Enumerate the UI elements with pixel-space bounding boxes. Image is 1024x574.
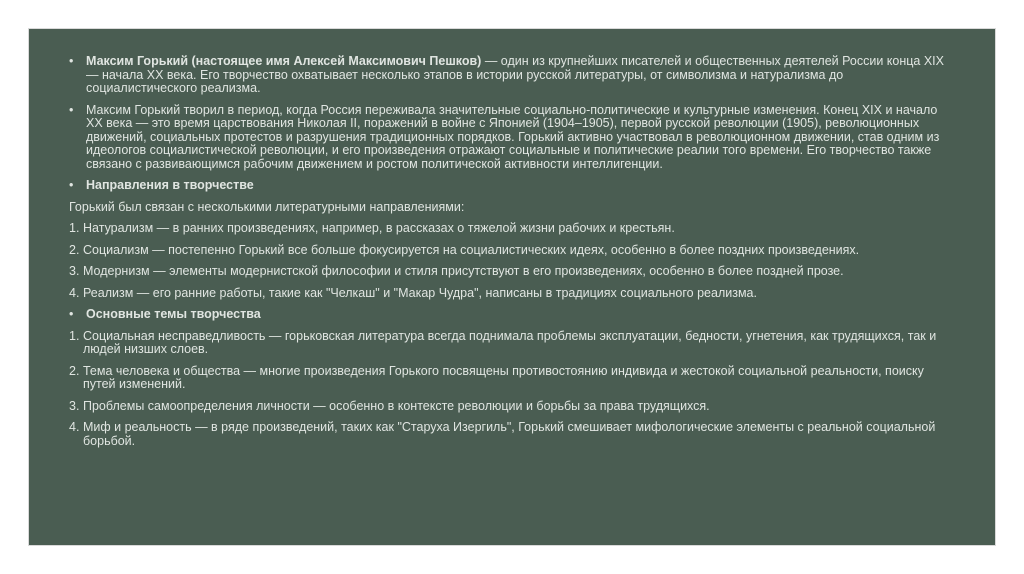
directions-intro: Горький был связан с несколькими литературными направлениями: (69, 199, 465, 214)
intro-bold: Максим Горький (настоящее имя Алексей Максимович Пешков) (86, 54, 482, 68)
theme-item: 2. Тема человека и общества — многие произведения Горького посвящены противостоянию индивида и жестокой социальной реальности, поиску путей изменений. (69, 363, 924, 391)
direction-item: 2. Социализм — постепенно Горький все больше фокусируется на социалистических идеях, особенно в более поздних произведениях. (69, 242, 860, 257)
intro-text: — один из крупнейших писателей и общественных деятелей России конца XIX — начала XX века. Его творчество охватывает несколько этапов в истории русской литературы, от символизма и натурализма до социалистического реализма. (86, 54, 944, 95)
direction-item: 4. Реализм — его ранние работы, такие как "Челкаш" и "Макар Чудра", написаны в традициях социального реализма. (69, 285, 757, 300)
theme-item: 1. Социальная несправедливость — горьковская литература всегда поднимала проблемы эксплуатации, бедности, угнетения, как трудящихся, так и людей низших слоев. (69, 328, 937, 356)
theme-item: 3. Проблемы самоопределения личности — особенно в контексте революции и борьбы за права трудящихся. (69, 398, 710, 413)
theme-item: 4. Миф и реальность — в ряде произведений, таких как "Старуха Изергиль", Горький смешивает мифологические элементы с реальной социальной борьбой. (69, 420, 936, 448)
themes-heading: • Основные темы творчества (66, 308, 946, 322)
slide-content (66, 55, 946, 456)
directions-heading: • Направления в творчестве (66, 179, 946, 193)
context-paragraph: • Максим Горький творил в период, когда Россия переживала значительные социально-политические и культурные изменения. Конец XIX и начало XX века — это время царствования Николая II, поражений в войне с Японией (1904–1905), первой русской революции (1905), революционных движений, социальных протестов и разрушения традиционных порядков. Горький активно участвовал в революционном движении, став одним из идеологов социалистической революции, и его произведения отражают социальные и политические реалии того времени. Его творчество также связано с развивающимся рабочим движением и ростом политической активности интеллигенции. (66, 104, 946, 172)
intro-paragraph (66, 55, 946, 96)
direction-item: 3. Модернизм — элементы модернистской философии и стиля присутствуют в его произведениях, особенно в более поздней прозе. (69, 264, 844, 278)
direction-item: 1. Натурализм — в ранних произведениях, например, в рассказах о тяжелой жизни рабочих и крестьян. (69, 221, 675, 235)
